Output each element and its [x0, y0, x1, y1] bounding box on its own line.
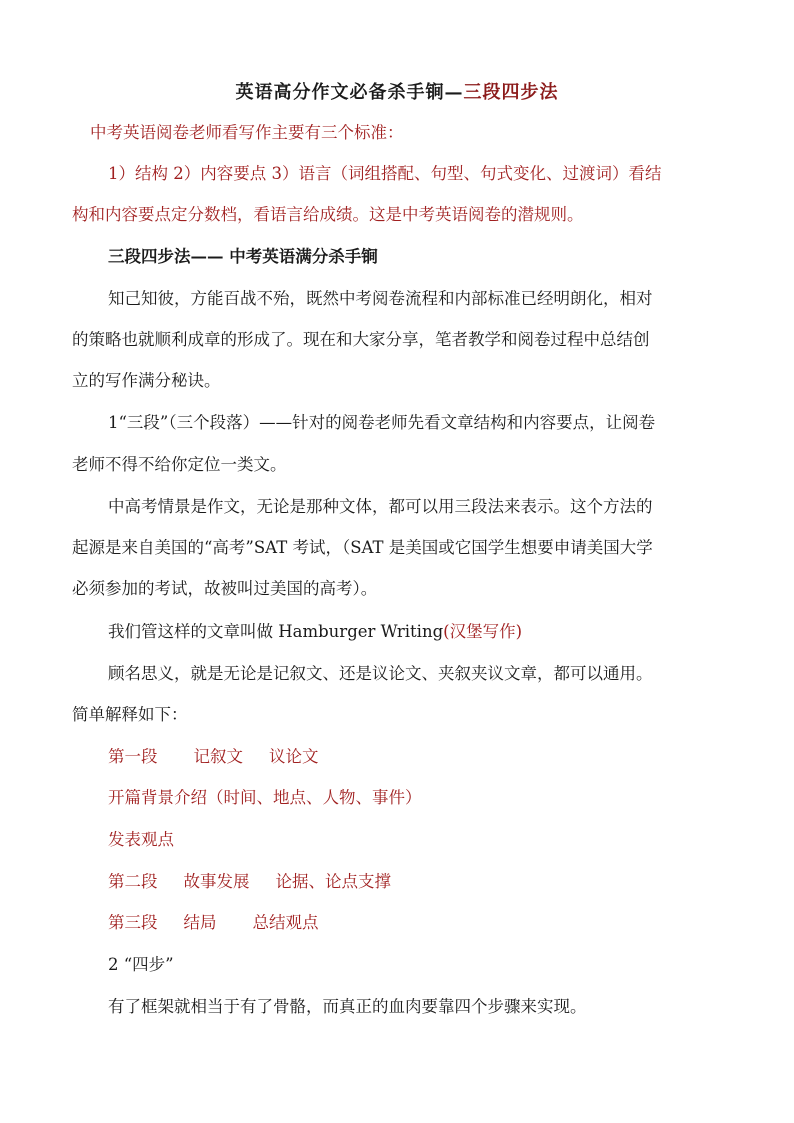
step2-heading: 2 “四步”: [108, 955, 174, 974]
para5-line-2: 简单解释如下：: [72, 705, 188, 724]
para5-line-1: 顾名思义，就是无论是记叙文、还是议论文、夹叙夹议文章，都可以通用。: [108, 664, 653, 683]
structure-row-4: [108, 871, 768, 893]
row5-col-b: 结局: [183, 913, 217, 932]
structure-row-1: [108, 746, 768, 768]
intro-line: 中考英语阅卷老师看写作主要有三个标准：: [90, 123, 404, 142]
criteria-line-2: 构和内容要点定分数档，看语言给成绩。这是中考英语阅卷的潜规则。: [72, 205, 584, 224]
structure-row-2: 开篇背景介绍（时间、地点、人物、事件）: [108, 788, 422, 807]
para2-line-2: 老师不得不给你定位一类文。: [72, 455, 287, 474]
row4-col-c: 论据、论点支撑: [275, 872, 391, 891]
structure-row-5: [108, 912, 768, 934]
para3-line-2: 起源是来自美国的“高考”SAT 考试，（SAT 是美国或它国学生想要申请美国大学: [72, 538, 653, 557]
title-accent: 三段四步法: [463, 82, 559, 103]
title-main: 英语高分作文必备杀手锏—: [235, 82, 464, 103]
para1-line-3: 立的写作满分秘诀。: [72, 371, 221, 390]
row1-col-c: 议论文: [269, 747, 319, 766]
para4-accent: (汉堡写作): [443, 622, 523, 641]
para1-line-2: 的策略也就顺利成章的形成了。现在和大家分享，笔者教学和阅卷过程中总结创: [72, 330, 650, 349]
para2-line-1: 1“三段”（三个段落）——针对的阅卷老师先看文章结构和内容要点，让阅卷: [108, 413, 656, 432]
para3-line-3: 必须参加的考试，故被叫过美国的高考）。: [72, 579, 378, 598]
row1-col-a: 第一段: [108, 747, 158, 766]
para4-line: [108, 621, 768, 643]
row4-col-b: 故事发展: [183, 872, 250, 891]
step2-text: 有了框架就相当于有了骨骼，而真正的血肉要靠四个步骤来实现。: [108, 997, 587, 1016]
section-subtitle: 三段四步法—— 中考英语满分杀手锏: [108, 247, 378, 266]
para1-line-1: 知己知彼，方能百战不殆，既然中考阅卷流程和内部标准已经明朗化，相对: [108, 289, 653, 308]
row4-col-a: 第二段: [108, 872, 158, 891]
row5-col-a: 第三段: [108, 913, 158, 932]
row1-col-b: 记叙文: [193, 747, 243, 766]
document-title: [0, 78, 794, 104]
row5-col-c: 总结观点: [252, 913, 319, 932]
structure-row-3: 发表观点: [108, 830, 174, 849]
criteria-line-1: 1）结构 2）内容要点 3）语言（词组搭配、句型、句式变化、过渡词）看结: [108, 164, 662, 183]
para3-line-1: 中高考情景是作文，无论是那种文体，都可以用三段法来表示。这个方法的: [108, 497, 653, 516]
para4-text: 我们管这样的文章叫做 Hamburger Writing: [108, 622, 444, 641]
